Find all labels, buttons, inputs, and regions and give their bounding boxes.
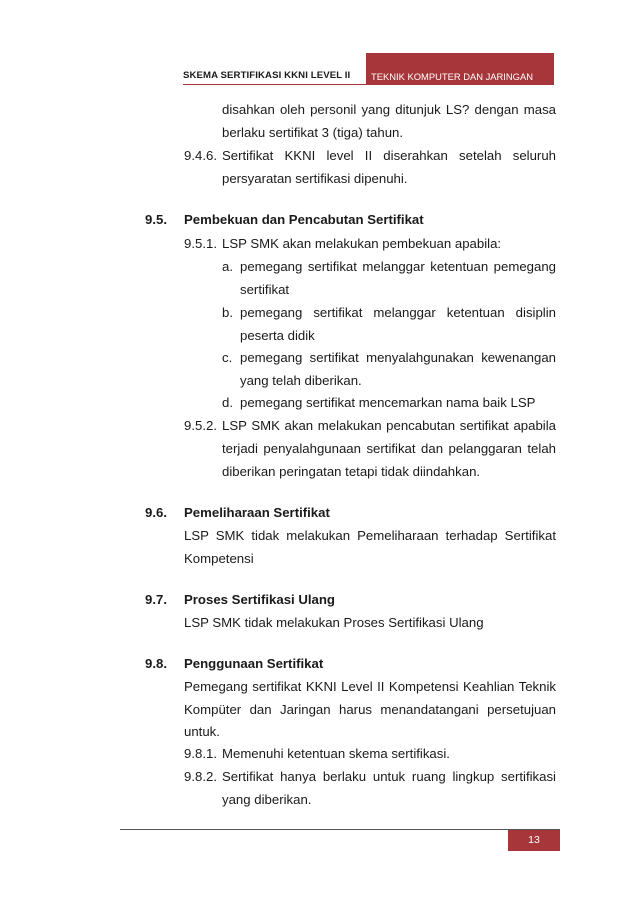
body-line: peserta didik [240,328,315,343]
list-marker: d. [222,395,233,410]
item-number: 9.5.1. [184,236,217,251]
body-line: Kompetensi [184,551,254,566]
body-line: persyaratan sertifikasi dipenuhi. [222,171,408,186]
footer-divider [120,829,560,830]
body-line: LSP SMK akan melakukan pencabutan sertifikat apabila [222,418,556,433]
body-line: Sertifikat KKNI level II diserahkan setelah seluruh [222,148,556,163]
list-marker: c. [222,350,233,365]
section-title: Proses Sertifikasi Ulang [184,592,335,607]
body-line: pemegang sertifikat menyalahgunakan kewenangan [240,350,556,365]
body-line: berlaku sertifikat 3 (tiga) tahun. [222,125,404,140]
body-line: diberikan peringatan tetapi tidak diindahkan. [222,464,481,479]
body-line: Memenuhi ketentuan skema sertifikasi. [222,746,450,761]
item-number: 9.8.2. [184,769,217,784]
body-line: Kompüter dan Jaringan harus menandatangani persetujuan [184,702,556,717]
section-title: Penggunaan Sertifikat [184,656,324,671]
body-line: sertifikat [240,282,290,297]
body-line: untuk. [184,724,220,739]
body-line: disahkan oleh personil yang ditunjuk LS? dengan masa [222,102,556,117]
section-number: 9.7. [145,592,167,607]
body-line: Sertifikat hanya berlaku untuk ruang lingkup sertifikasi [222,769,556,784]
page-header [183,53,554,85]
item-number: 9.5.2. [184,418,217,433]
section-title: Pembekuan dan Pencabutan Sertifikat [184,212,424,227]
body-line: Pemegang sertifikat KKNI Level II Kompetensi Keahlian Teknik [184,679,556,694]
page-number: 13 [508,830,560,851]
body-line: LSP SMK tidak melakukan Pemeliharaan terhadap Sertifikat [184,528,556,543]
body-line: yang diberikan. [222,792,312,807]
body-line: pemegang sertifikat melanggar ketentuan pemegang [240,259,556,274]
body-line: LSP SMK akan melakukan pembekuan apabila: [222,236,502,251]
section-number: 9.5. [145,212,167,227]
list-marker: b. [222,305,233,320]
header-scheme-title: SKEMA SERTIFIKASI KKNI LEVEL II [183,70,351,81]
body-line: terjadi penyalahgunaan sertifikat dan pelanggaran telah [222,441,556,456]
item-number: 9.8.1. [184,746,217,761]
body-line: yang telah diberikan. [240,373,362,388]
item-number: 9.4.6. [184,148,217,163]
header-underline [183,84,366,85]
body-line: LSP SMK tidak melakukan Proses Sertifikasi Ulang [184,615,484,630]
header-program-title: TEKNIK KOMPUTER DAN JARINGAN [366,53,554,85]
section-title: Pemeliharaan Sertifikat [184,505,330,520]
section-number: 9.8. [145,656,167,671]
body-line: pemegang sertifikat mencemarkan nama baik LSP [240,395,536,410]
body-line: pemegang sertifikat melanggar ketentuan disiplin [240,305,556,320]
list-marker: a. [222,259,233,274]
section-number: 9.6. [145,505,167,520]
